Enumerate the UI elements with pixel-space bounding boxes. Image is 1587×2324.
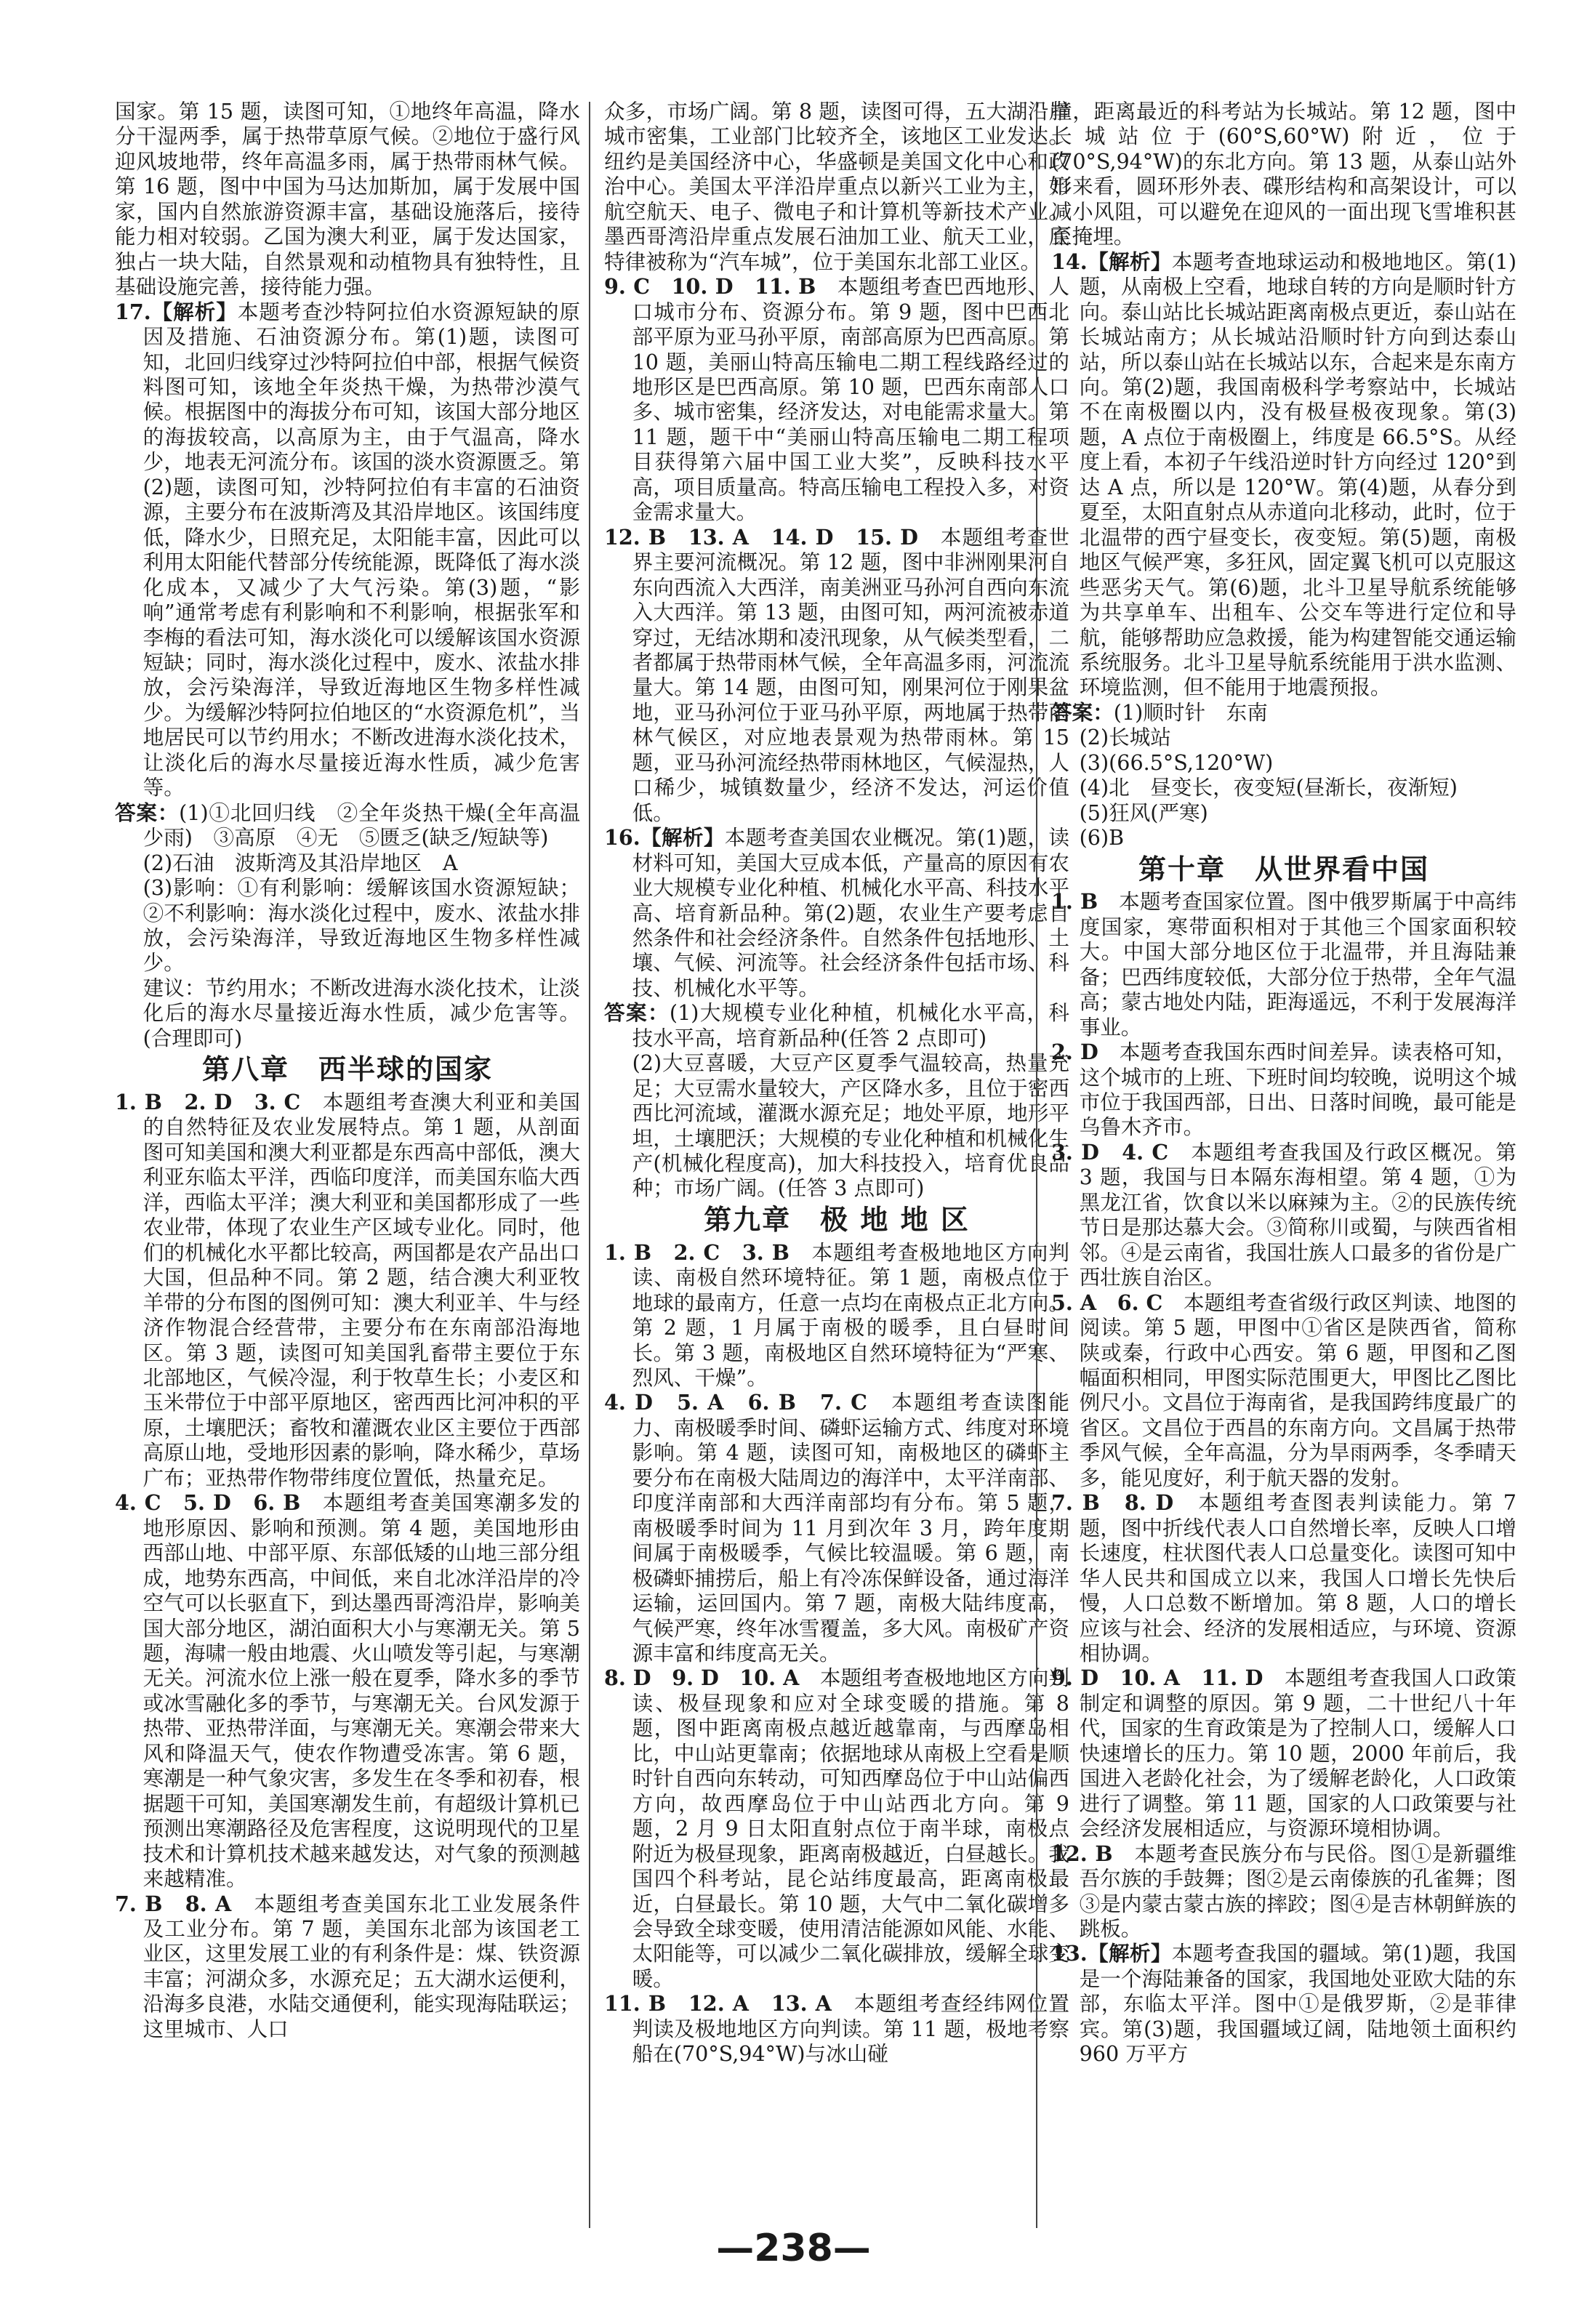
item-text: 本题考查民族分布与民俗。图①是新疆维吾尔族的手鼓舞；图②是云南傣族的孔雀舞；图③是内蒙古蒙古族的摔跤；图④是吉林朝鲜族的跳板。: [1079, 1841, 1516, 1941]
item-text: (6)B: [1079, 825, 1125, 851]
text-column-right: [1051, 99, 1516, 2229]
item-label: 答案：: [604, 1000, 670, 1026]
item-text: 本题考查国家位置。图中俄罗斯属于中高纬度国家，寒带面积相对于其他三个国家面积较大。中国大部分地区位于北温带，并且海陆兼备；巴西纬度较低，大部分位于热带，全年气温高；蒙古地处内陆，距海遥远，不利于发展海洋事业。: [1079, 889, 1516, 1040]
item-text: 本题组考查澳大利亚和美国的自然特征及农业发展特点。第 1 题，从剖面图可知美国和澳大利亚都是东西高中部低，澳大利亚东临太平洋，西临印度洋，而美国东临大西洋，西临太平洋；澳大利亚和美国都形成了一些农业带，体现了农业生产区域专业化。同时，他们的机械化水平都比较高，两国都是农产品出口大国，但品种不同。第 2 题，结合澳大利亚牧羊带的分布图的图例可知：澳大利亚羊、牛与经济作物混合经营带，主要分布在东南部沿海地区。第 3 题，读图可知美国乳畜带主要位于东北部地区，气候冷湿，利于牧草生长；小麦区和玉米带位于中部平原地区，密西西比河冲积的平原，土壤肥沃；畜牧和灌溉农业区主要位于西部高原山地，受地形因素的影响，降水稀少，草场广布；亚热带作物带纬度位置低，热量充足。: [142, 1090, 580, 1490]
item-label: 16.【解析】: [604, 825, 725, 851]
item-label: 1. B 2. C 3. B: [604, 1239, 790, 1265]
answer-item: [1051, 1941, 1516, 2066]
item-text: 本题组考查图表判读能力。第 7 题，图中折线代表人口自然增长率，反映人口增长速度，柱状图代表人口总量变化。读图可知中华人民共和国成立以来，我国人口增长先快后慢，人口总数不断增加。第 8 题，人口的增长应该与社会、经济的发展相适应，与环境、资源相协调。: [1079, 1490, 1516, 1665]
item-text: 本题组考查经纬网位置判读及极地地区方向判读。第 11 题，极地考察船在(70°S,94°W)与冰山碰: [632, 1991, 1069, 2067]
answer-item: [1051, 889, 1516, 1040]
item-text: 本题考查地球运动和极地地区。第(1)题，从南极上空看，地球自转的方向是顺时针方向。泰山站比长城站距离南极点更近，泰山站在长城站南方；从长城站沿顺时针方向到达泰山站，所以泰山站在长城站以东，合起来是东南方向。第(2)题，我国南极科学考察站中，长城站不在南极圈以内，没有极昼极夜现象。第(3)题，A 点位于南极圈上，纬度是 66.5°S。从经度上看，本初子午线沿逆时针方向经过 120°到达 A 点，所以是 120°W。第(4)题，从春分到夏至，太阳直射点从赤道向北移动，此时，位于北温带的西宁昼变长，夜变短。第(5)题，南极地区气候严寒，多狂风，固定翼飞机可以克服这些恶劣天气。第(6)题，北斗卫星导航系统能够为共享单车、出租车、公交车等进行定位和导航，能够帮助应急救援，能为构建智能交通运输系统服务。北斗卫星导航系统能用于洪水监测、环境监测，但不能用于地震预报。: [1079, 249, 1516, 700]
item-text: 建议：节约用水；不断改进海水淡化技术，让淡化后的海水尽量接近海水性质，减少危害等。(合理即可): [142, 975, 580, 1050]
item-label: 4. C 5. D 6. B: [115, 1490, 301, 1516]
item-label: 17.【解析】: [115, 299, 238, 324]
answer-item: [604, 1240, 1069, 1391]
item-text: 本题组考查美国东北工业发展条件及工业分布。第 7 题，美国东北部为该国老工业区，这里发展工业的有利条件是：煤、铁资源丰富；河湖众多，水源充足；五大湖水运便利，沿海多良港，水陆交通便利，能实现海陆联运；这里城市、人口: [142, 1891, 580, 2041]
item-text: (3)影响：①有利影响：缓解该国水资源短缺；②不利影响：海水淡化过程中，废水、浓盐水排放，会污染海洋，导致近海地区生物多样性减少。: [142, 875, 580, 976]
item-label: 3. D 4. C: [1051, 1139, 1169, 1165]
item-label: 答案：: [1051, 699, 1114, 725]
item-text: (1)①北回归线 ②全年炎热干燥(全年高温少雨) ③高原 ④无 ⑤匮乏(缺乏/短缺等): [142, 800, 580, 851]
item-text: 本题考查我国的疆域。第(1)题，我国是一个海陆兼备的国家，我国地处亚欧大陆的东部，东临太平洋。图中①是俄罗斯，②是菲律宾。第(3)题，我国疆域辽阔，陆地领土面积约 960 万平方: [1079, 1941, 1516, 2067]
answer-item: [1051, 1140, 1516, 1290]
paragraph: [604, 1050, 1069, 1201]
answer-item: [1051, 1490, 1516, 1665]
chapter-heading: 第九章 极 地 地 区: [704, 1203, 970, 1236]
paragraph: [604, 99, 1069, 274]
item-label: 4. D 5. A 6. B 7. C: [604, 1390, 867, 1415]
text-column-left: [115, 99, 580, 2229]
answer-item: [115, 1090, 580, 1490]
answer-line: [1051, 700, 1516, 725]
answer-item: [604, 1665, 1069, 1991]
paragraph: [1051, 725, 1516, 749]
item-text: (1)顺时针 东南: [1113, 699, 1268, 725]
item-text: 撞，距离最近的科考站为长城站。第 12 题，图中长城站位于(60°S,60°W)附近，位于(70°S,94°W)的东北方向。第 13 题，从泰山站外形来看，圆环形外表、碟形结构和高架设计，可以减小风阻，可以避免在迎风的一面出现飞雪堆积甚至掩埋。: [1051, 99, 1516, 249]
paragraph: [1051, 800, 1516, 825]
item-text: (5)狂风(严寒): [1079, 800, 1208, 825]
paragraph: [1051, 99, 1516, 249]
item-label: 答案：: [115, 800, 180, 825]
answer-item: [115, 1490, 580, 1891]
paragraph: [1051, 775, 1516, 800]
paragraph: [1051, 750, 1516, 775]
answer-item: [604, 825, 1069, 1000]
item-text: 本题组考查省级行政区判读、地图的阅读。第 5 题，甲图中①省区是陕西省，简称陕或秦，行政中心西安。第 6 题，甲图和乙图幅面积相同，甲图实际范围更大，甲图比乙图比例尺小。文昌位于海南省，是我国跨纬度最广的省区。文昌位于西昌的东南方向。文昌属于热带季风气候，全年高温，分为旱雨两季，冬季晴天多，能见度好，利于航天器的发射。: [1079, 1290, 1516, 1490]
answer-item: [1051, 249, 1516, 700]
item-label: 8. D 9. D 10. A: [604, 1665, 800, 1691]
item-label: 7. B 8. A: [115, 1891, 232, 1916]
paragraph: [1051, 825, 1516, 850]
item-label: 9. D 10. A 11. D: [1051, 1665, 1263, 1691]
paragraph: [115, 875, 580, 976]
answer-line: [115, 800, 580, 851]
item-label: 7. B 8. D: [1051, 1490, 1174, 1516]
item-text: 本题组考查极地地区方向判读、南极自然环境特征。第 1 题，南极点位于地球的最南方，任意一点均在南极点正北方向。第 2 题，1 月属于南极的暖季，且白昼时间长。第 3 题，南极地区自然环境特征为“严寒、烈风、干燥”。: [632, 1239, 1069, 1390]
item-label: 2. D: [1051, 1040, 1098, 1065]
item-label: 11. B 12. A 13. A: [604, 1991, 832, 2017]
column-divider: [589, 102, 590, 2228]
answer-item: [604, 1390, 1069, 1665]
item-text: (2)石油 波斯湾及其沿岸地区 A: [142, 850, 458, 875]
item-label: 14.【解析】: [1051, 249, 1172, 274]
answer-item: [1051, 1841, 1516, 1942]
item-label: 1. B 2. D 3. C: [115, 1090, 301, 1114]
item-text: 众多，市场广阔。第 8 题，读图可得，五大湖沿岸城市密集，工业部门比较齐全，该地区工业发达。纽约是美国经济中心，华盛顿是美国文化中心和政治中心。美国太平洋沿岸重点以新兴工业为主，如航空航天、电子、微电子和计算机等新技术产业。墨西哥湾沿岸重点发展石油加工业、航天工业，底特律被称为“汽车城”，位于美国东北部工业区。: [604, 99, 1069, 274]
item-label: 12. B 13. A 14. D 15. D: [604, 524, 918, 550]
answer-item: [1051, 1290, 1516, 1491]
item-text: 本题组考查世界主要河流概况。第 12 题，图中非洲刚果河自东向西流入大西洋，南美洲亚马孙河自西向东流入大西洋。第 13 题，由图可知，两河流被赤道穿过，无结冰期和凌汛现象，从气候类型看，二者都属于热带雨林气候，全年高温多雨，河流流量大。第 14 题，由图可知，刚果河位于刚果盆地，亚马孙河位于亚马孙平原，两地属于热带雨林气候区，对应地表景观为热带雨林。第 15 题，亚马孙河流经热带雨林地区，气候湿热，人口稀少，城镇数量少，经济不发达，河运价值低。: [632, 524, 1069, 825]
item-label: 12. B: [1051, 1841, 1113, 1866]
answer-item: [604, 274, 1069, 525]
answer-item: [115, 1891, 580, 2042]
item-text: 本题组考查读图能力、南极暖季时间、磷虾运输方式、纬度对环境影响。第 4 题，读图可知，南极地区的磷虾主要分布在南极大陆周边的海洋中，太平洋南部、印度洋南部和大西洋南部均有分布。第 5 题，南极暖季时间为 11 月到次年 3 月，跨年度期间属于南极暖季，气候比较温暖。第 6 题，南极磷虾捕捞后，船上有冷冻保鲜设备，通过海洋运输，运回国内。第 7 题，南极大陆纬度高，气候严寒，终年冰雪覆盖，多大风。南极矿产资源丰富和纬度高无关。: [632, 1390, 1069, 1665]
answer-line: [604, 1000, 1069, 1050]
item-text: 本题组考查极地地区方向判读、极昼现象和应对全球变暖的措施。第 8 题，图中距离南极点越近越靠南，与西摩岛相比，中山站更靠南；依据地球从南极上空看是顺时针自西向东转动，可知西摩岛位于中山站偏西方向，故西摩岛位于中山站西北方向。第 9 题，2 月 9 日太阳直射点位于南半球，南极点附近为极昼现象，距离南极越近，白昼越长。我国四个科考站，昆仑站纬度最高，距离南极最近，白昼最长。第 10 题，大气中二氧化碳增多会导致全球变暖，使用清洁能源如风能、水能、太阳能等，可以减少二氧化碳排放，缓解全球变暖。: [632, 1665, 1069, 1991]
chapter-heading: 第八章 西半球的国家: [201, 1053, 493, 1086]
item-text: 本题组考查我国人口政策制定和调整的原因。第 9 题，二十世纪八十年代，国家的生育政策是为了控制人口，缓解人口快速增长的压力。第 10 题，2000 年前后，我国进入老龄化社会，为了缓解老龄化，人口政策进行了调整。第 11 题，国家的人口政策要与社会经济发展相适应，与资源环境相协调。: [1079, 1665, 1516, 1841]
paragraph: [115, 99, 580, 299]
item-text: 本题组考查美国寒潮多发的地形原因、影响和预测。第 4 题，美国地形由西部山地、中部平原、东部低矮的山地三部分组成，地势东西高，中间低，来自北冰洋沿岸的冷空气可以长驱直下，到达墨西哥湾沿岸，影响美国大部分地区，湖泊面积大小与寒潮无关。第 5 题，海啸一般由地震、火山喷发等引起，与寒潮无关。河流水位上涨一般在夏季，降水多的季节或冰雪融化多的季节，与寒潮无关。台风发源于热带、亚热带洋面，与寒潮无关。寒潮会带来大风和降温天气，使农作物遭受冻害。第 6 题，寒潮是一种气象灾害，多发生在冬季和初春，根据题干可知，美国寒潮发生前，有超级计算机已预测出寒潮路径及危害程度，这说明现代的卫星技术和计算机技术越来越发达，对气象的预测越来越精准。: [142, 1490, 580, 1891]
item-label: 13.【解析】: [1051, 1941, 1172, 1966]
answer-item: [1051, 1665, 1516, 1841]
item-text: 本题组考查我国及行政区概况。第 3 题，我国与日本隔东海相望。第 4 题，①为黑龙江省，饮食以米以麻辣为主。②的民族传统节日是那达慕大会。③简称川或蜀，与陕西省相邻。④是云南省，我国壮族人口最多的省份是广西壮族自治区。: [1079, 1139, 1516, 1290]
item-text: (2)大豆喜暖，大豆产区夏季气温较高，热量充足；大豆需水量较大，产区降水多，且位于密西西比河流域，灌溉水源充足；地处平原，地形平坦，土壤肥沃；大规模的专业化种植和机械化生产(机械化程度高)，加大科技投入，培育优良品种；市场广阔。(任答 3 点即可): [632, 1050, 1069, 1201]
item-text: 本题考查美国农业概况。第(1)题，读材料可知，美国大豆成本低，产量高的原因有农业大规模专业化种植、机械化水平高、科技水平高、培育新品种。第(2)题，农业生产要考虑自然条件和社会经济条件。自然条件包括地形、土壤、气候、河流等。社会经济条件包括市场、科技、机械化水平等。: [632, 825, 1069, 1000]
item-text: 本题考查沙特阿拉伯水资源短缺的原因及措施、石油资源分布。第(1)题，读图可知，北回归线穿过沙特阿拉伯中部，根据气候资料图可知，该地全年炎热干燥，为热带沙漠气候。根据图中的海拔分布可知，该国大部分地区的海拔较高，以高原为主，由于气温高，降水少，地表无河流分布。该国的淡水资源匮乏。第(2)题，读图可知，沙特阿拉伯有丰富的石油资源，主要分布在波斯湾及其沿岸地区。该国纬度低，降水少，日照充足，太阳能丰富，因此可以利用太阳能代替部分传统能源，既降低了海水淡化成本，又减少了大气污染。第(3)题，“影响”通常考虑有利影响和不利影响，根据张军和李梅的看法可知，海水淡化可以缓解该国水资源短缺；同时，海水淡化过程中，废水、浓盐水排放，会污染海洋，导致近海地区生物多样性减少。为缓解沙特阿拉伯地区的“水资源危机”，当地居民可以节约用水；不断改进海水淡化技术，让淡化后的海水尽量接近海水性质，减少危害等。: [142, 299, 580, 800]
text-column-middle: [604, 99, 1069, 2229]
item-label: 5. A 6. C: [1051, 1290, 1163, 1315]
paragraph: [115, 851, 580, 875]
page-number: —238—: [716, 2227, 871, 2270]
paragraph: [115, 976, 580, 1050]
item-text: (2)长城站: [1079, 725, 1171, 750]
item-text: 本题考查我国东西时间差异。读表格可知，这个城市的上班、下班时间均较晚，说明这个城市位于我国西部，日出、日落时间晚，最可能是乌鲁木齐市。: [1079, 1040, 1516, 1140]
answer-item: [604, 525, 1069, 825]
column-divider: [1036, 102, 1037, 2228]
chapter-heading: 第十章 从世界看中国: [1138, 853, 1429, 885]
item-label: 1. B: [1051, 889, 1098, 914]
item-text: (3)(66.5°S,120°W): [1079, 749, 1274, 775]
answer-item: [604, 1991, 1069, 2066]
item-text: 本题组考查巴西地形、人口城市分布、资源分布。第 9 题，图中巴西北部平原为亚马孙平原，南部高原为巴西高原。第 10 题，美丽山特高压输电二期工程线路经过的地形区是巴西高原。第 10 题，巴西东南部人口多、城市密集，经济发达，对电能需求量大。第 11 题，题干中“美丽山特高压输电二期工程项目获得第六届中国工业大奖”，反映科技水平高，项目质量高。特高压输电工程投入多，对资金需求量大。: [632, 274, 1069, 525]
item-label: 9. C 10. D 11. B: [604, 274, 816, 299]
item-text: (4)北 昼变长，夜变短(昼渐长，夜渐短): [1079, 775, 1458, 800]
answer-item: [115, 299, 580, 800]
answer-item: [1051, 1040, 1516, 1140]
item-text: (1)大规模专业化种植，机械化水平高，科技水平高，培育新品种(任答 2 点即可): [632, 1000, 1069, 1050]
item-text: 国家。第 15 题，读图可知，①地终年高温，降水分干湿两季，属于热带草原气候。②地位于盛行风迎风坡地带，终年高温多雨，属于热带雨林气候。第 16 题，图中中国为马达加斯加，属于发展中国家，国内自然旅游资源丰富，基础设施落后，接待能力相对较弱。乙国为澳大利亚，属于发达国家，独占一块大陆，自然景观和动植物具有独特性，且基础设施完善，接待能力强。: [115, 99, 580, 299]
